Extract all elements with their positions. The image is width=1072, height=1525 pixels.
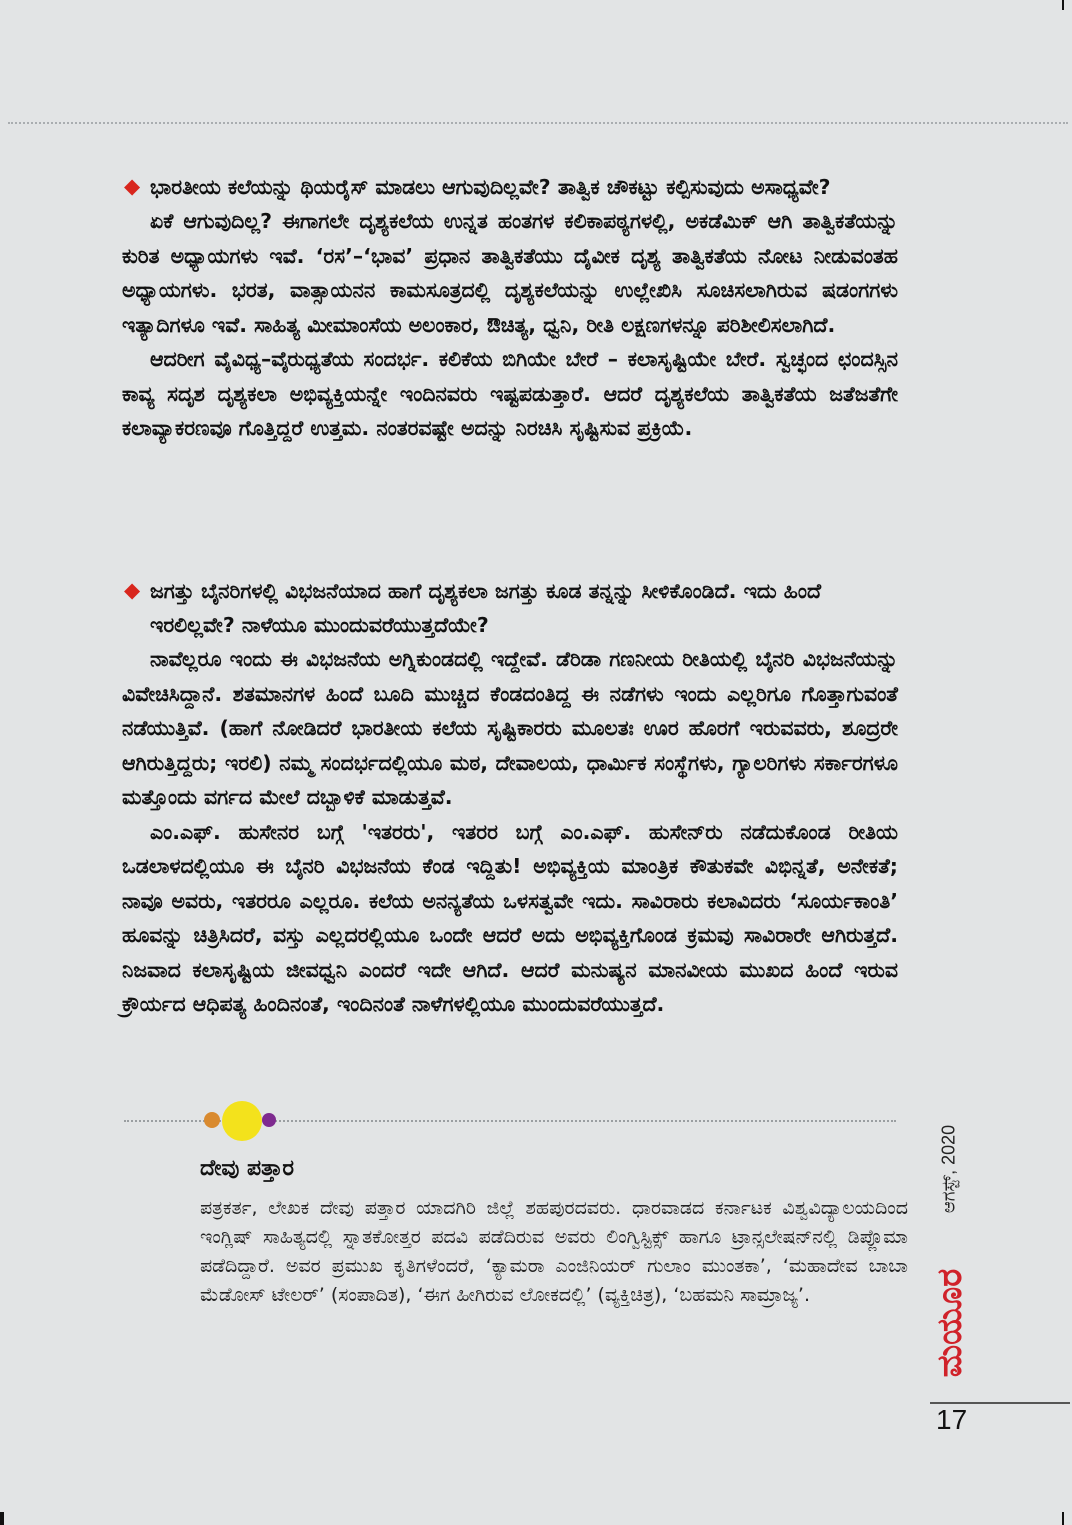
crop-mark-top: [1062, 0, 1064, 10]
author-divider: [124, 1106, 896, 1136]
answer-1-paragraph-2: ಆದರೀಗ ವೈವಿಧ್ಯ–ವೈರುಧ್ಯತೆಯ ಸಂದರ್ಭ. ಕಲಿಕೆಯ ಬಿಗಿಯೇ ಬೇರೆ – ಕಲಾಸೃಷ್ಟಿಯೇ ಬೇರೆ. ಸ್ವಚ್ಛಂದ ಛಂದಸ್ಸಿನ ಕಾವ್ಯ ಸದೃಶ ದೃಶ್ಯಕಲಾ ಅಭಿವ್ಯಕ್ತಿಯನ್ನೇ ಇಂದಿನವರು ಇಷ್ಟಪಡುತ್ತಾರೆ. ಆದರೆ ದೃಶ್ಯಕಲೆಯ ತಾತ್ವಿಕತೆಯ ಜತೆಜತೆಗೇ ಕಲಾವ್ಯಾಕರಣವೂ ಗೊತ್ತಿದ್ದರೆ ಉತ್ತಮ. ನಂತರವಷ್ಟೇ ಅದನ್ನು ನಿರಚಿಸಿ ಸೃಷ್ಟಿಸುವ ಪ್ರಕ್ರಿಯೆ.: [122, 347, 898, 440]
author-box: [200, 1152, 908, 1310]
top-dotted-divider: [8, 122, 1068, 124]
answer-2: [122, 642, 898, 1022]
answer-2-paragraph-2: ಎಂ.ಎಫ್. ಹುಸೇನರ ಬಗ್ಗೆ 'ಇತರರು', ಇತರರ ಬಗ್ಗೆ ಎಂ.ಎಫ್. ಹುಸೇನ್‌ರು ನಡೆದುಕೊಂಡ ರೀತಿಯ ಒಡಲಾಳದಲ್ಲಿಯೂ ಈ ಬೈನರಿ ವಿಭಜನೆಯ ಕೆಂಡ ಇದ್ದಿತು! ಅಭಿವ್ಯಕ್ತಿಯ ಮಾಂತ್ರಿಕ ಕೌತುಕವೇ ವಿಭಿನ್ನತೆ, ಅನೇಕತೆ; ನಾವೂ ಅವರು, ಇತರರೂ ಎಲ್ಲರೂ. ಕಲೆಯ ಅನನ್ಯತೆಯ ಒಳಸತ್ವವೇ ಇದು. ಸಾವಿರಾರು ಕಲಾವಿದರು ‘ಸೂರ್ಯಕಾಂತಿ’ ಹೂವನ್ನು ಚಿತ್ರಿಸಿದರೆ, ವಸ್ತು ಎಲ್ಲದರಲ್ಲಿಯೂ ಒಂದೇ ಆದರೆ ಅದು ಅಭಿವ್ಯಕ್ತಿಗೊಂಡ ಕ್ರಮವು ಸಾವಿರಾರೇ ಆಗಿರುತ್ತದೆ. ನಿಜವಾದ ಕಲಾಸೃಷ್ಟಿಯ ಜೀವಧ್ವನಿ ಎಂದರೆ ಇದೇ ಆಗಿದೆ. ಆದರೆ ಮನುಷ್ಯನ ಮಾನವೀಯ ಮುಖದ ಹಿಂದೆ ಇರುವ ಕ್ರೌರ್ಯದ ಆಧಿಪತ್ಯ ಹಿಂದಿನಂತೆ, ಇಂದಿನಂತೆ ನಾಳೆಗಳಲ್ಲಿಯೂ ಮುಂದುವರೆಯುತ್ತದೆ.: [122, 819, 898, 1016]
magazine-logo-text: ಮಯೂರ: [930, 1268, 970, 1378]
question-2: [122, 574, 898, 642]
answer-1: [122, 204, 898, 446]
answer-1-paragraph-1: ಏಕೆ ಆಗುವುದಿಲ್ಲ? ಈಗಾಗಲೇ ದೃಶ್ಯಕಲೆಯ ಉನ್ನತ ಹಂತಗಳ ಕಲಿಕಾಪಠ್ಯಗಳಲ್ಲಿ, ಅಕಡೆಮಿಕ್ ಆಗಿ ತಾತ್ವಿಕತೆಯನ್ನು ಕುರಿತ ಅಧ್ಯಾಯಗಳು ಇವೆ. ‘ರಸ’–‘ಭಾವ’ ಪ್ರಧಾನ ತಾತ್ವಿಕತೆಯು ದೈವೀಕ ದೃಶ್ಯ ತಾತ್ವಿಕತೆಯ ನೋಟ ನೀಡುವಂತಹ ಅಧ್ಯಾಯಗಳು. ಭರತ, ವಾತ್ಸಾಯನನ ಕಾಮಸೂತ್ರದಲ್ಲಿ ದೃಶ್ಯಕಲೆಯನ್ನು ಉಲ್ಲೇಖಿಸಿ ಸೂಚಿಸಲಾಗಿರುವ ಷಡಂಗಗಳು ಇತ್ಯಾದಿಗಳೂ ಇವೆ. ಸಾಹಿತ್ಯ ಮೀಮಾಂಸೆಯ ಅಲಂಕಾರ, ಔಚಿತ್ಯ, ಧ್ವನಿ, ರೀತಿ ಲಕ್ಷಣಗಳನ್ನೂ ಪರಿಶೀಲಿಸಲಾಗಿದೆ.: [122, 209, 898, 337]
orange-dot-icon: [204, 1112, 220, 1128]
qa-section-2: [122, 574, 898, 1022]
crop-mark-bottom: [1062, 1512, 1064, 1525]
crop-mark-left: [0, 1512, 4, 1525]
question-2-text: ಜಗತ್ತು ಬೈನರಿಗಳಲ್ಲಿ ವಿಭಜನೆಯಾದ ಹಾಗೆ ದೃಶ್ಯಕಲಾ ಜಗತ್ತು ಕೂಡ ತನ್ನನ್ನು ಸೀಳಿಕೊಂಡಿದೆ. ಇದು ಹಿಂದೆ ಇರಲಿಲ್ಲವೇ? ನಾಳೆಯೂ ಮುಂದುವರೆಯುತ್ತದೆಯೇ?: [150, 579, 822, 637]
diamond-bullet-icon: ◆: [124, 174, 141, 198]
author-bio: ಪತ್ರಕರ್ತ, ಲೇಖಕ ದೇವು ಪತ್ತಾರ ಯಾದಗಿರಿ ಜಿಲ್ಲೆ ಶಹಪುರದವರು. ಧಾರವಾಡದ ಕರ್ನಾಟಕ ವಿಶ್ವವಿದ್ಯಾಲಯದಿಂದ ಇಂಗ್ಲಿಷ್ ಸಾಹಿತ್ಯದಲ್ಲಿ ಸ್ನಾತಕೋತ್ತರ ಪದವಿ ಪಡೆದಿರುವ ಅವರು ಲಿಂಗ್ವಿಸ್ಟಿಕ್ಸ್ ಹಾಗೂ ಟ್ರಾನ್ಸಲೇಷನ್‌ನಲ್ಲಿ ಡಿಪ್ಲೊಮಾ ಪಡೆದಿದ್ದಾರೆ. ಅವರ ಪ್ರಮುಖ ಕೃತಿಗಳೆಂದರೆ, ‘ಕ್ಯಾಮರಾ ಎಂಜಿನಿಯರ್ ಗುಲಾಂ ಮುಂತಕಾ’, ‘ಮಹಾದೇವ ಬಾಬಾ ಮೆಡೋಸ್ ಟೇಲರ್’ (ಸಂಪಾದಿತ), ‘ಈಗ ಹೀಗಿರುವ ಲೋಕದಲ್ಲಿ’ (ವ್ಯಕ್ತಿಚಿತ್ರ), ‘ಬಹಮನಿ ಸಾಮ್ರಾಜ್ಯ’.: [200, 1197, 908, 1306]
question-1: [122, 170, 898, 204]
answer-2-paragraph-1: ನಾವೆಲ್ಲರೂ ಇಂದು ಈ ವಿಭಜನೆಯ ಅಗ್ನಿಕುಂಡದಲ್ಲಿ ಇದ್ದೇವೆ. ಡೆರಿಡಾ ಗಣನೀಯ ರೀತಿಯಲ್ಲಿ ಬೈನರಿ ವಿಭಜನೆಯನ್ನು ವಿವೇಚಿಸಿದ್ದಾನೆ. ಶತಮಾನಗಳ ಹಿಂದೆ ಬೂದಿ ಮುಚ್ಚಿದ ಕೆಂಡದಂತಿದ್ದ ಈ ನಡೆಗಳು ಇಂದು ಎಲ್ಲರಿಗೂ ಗೊತ್ತಾಗುವಂತೆ ನಡೆಯುತ್ತಿವೆ. (ಹಾಗೆ ನೋಡಿದರೆ ಭಾರತೀಯ ಕಲೆಯ ಸೃಷ್ಟಿಕಾರರು ಮೂಲತಃ ಊರ ಹೊರಗೆ ಇರುವವರು, ಶೂದ್ರರೇ ಆಗಿರುತ್ತಿದ್ದರು; ಇರಲಿ) ನಮ್ಮ ಸಂದರ್ಭದಲ್ಲಿಯೂ ಮಠ, ದೇವಾಲಯ, ಧಾರ್ಮಿಕ ಸಂಸ್ಥೆಗಳು, ಗ್ಯಾಲರಿಗಳು ಸರ್ಕಾರಗಳೂ ಮತ್ತೊಂದು ವರ್ಗದ ಮೇಲೆ ದಬ್ಬಾಳಿಕೆ ಮಾಡುತ್ತವೆ.: [122, 647, 898, 809]
issue-date-text: ಆಗಸ್ಟ್, 2020: [938, 1124, 959, 1214]
magazine-logo: [928, 1244, 972, 1402]
issue-date: [932, 1104, 966, 1234]
qa-section-1: [122, 170, 898, 446]
question-1-text: ಭಾರತೀಯ ಕಲೆಯನ್ನು ಥಿಯರೈಸ್ ಮಾಡಲು ಆಗುವುದಿಲ್ಲವೇ? ತಾತ್ವಿಕ ಚೌಕಟ್ಟು ಕಲ್ಪಿಸುವುದು ಅಸಾಧ್ಯವೇ?: [150, 175, 831, 199]
author-name: ದೇವು ಪತ್ತಾರ: [200, 1156, 295, 1181]
diamond-bullet-icon: ◆: [124, 578, 141, 602]
page-number: 17: [936, 1404, 968, 1435]
yellow-circle-icon: [222, 1101, 262, 1141]
purple-dot-icon: [262, 1113, 276, 1127]
